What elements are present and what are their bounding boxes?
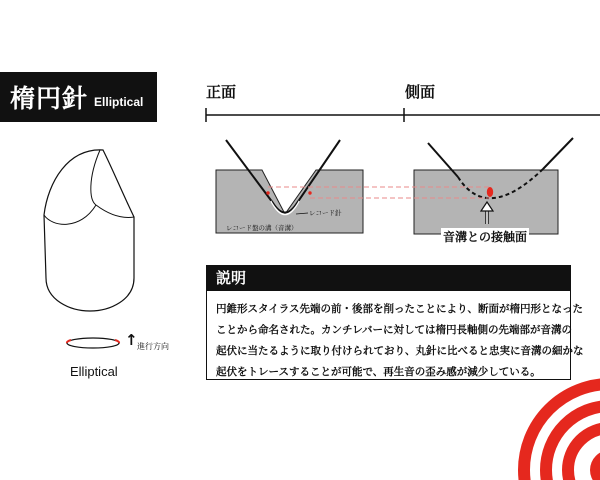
explanation-heading: 説明 bbox=[216, 269, 247, 287]
page-subtitle: Elliptical bbox=[94, 95, 144, 109]
page-title: 楕円針 bbox=[10, 84, 89, 113]
front-view-heading: 正面 bbox=[206, 83, 237, 101]
needle-label: レコード針 bbox=[309, 209, 342, 217]
contact-surface-label: 音溝との接触面 bbox=[443, 230, 528, 244]
explanation-box bbox=[206, 290, 584, 380]
view-ruler bbox=[206, 108, 600, 122]
direction-arrow-icon: ↑ bbox=[125, 331, 138, 349]
decorative-record-arcs bbox=[524, 384, 600, 480]
elliptical-section bbox=[67, 338, 119, 348]
side-contact-point bbox=[487, 187, 493, 197]
record-groove-label: レコード盤の溝（音溝） bbox=[226, 224, 298, 232]
direction-label: 進行方向 bbox=[137, 342, 169, 351]
stylus-body bbox=[44, 150, 134, 311]
explanation-line: ことから命名された。カンチレバーに対しては楕円長軸側の先端部が音溝の bbox=[216, 324, 573, 336]
explanation-line: 起伏をトレースすることが可能で、再生音の歪み感が減少している。 bbox=[216, 366, 541, 378]
explanation-line: 起伏に当たるように取り付けられており、丸針に比べると忠実に音溝の細かな bbox=[216, 345, 584, 357]
explanation-header bbox=[206, 265, 571, 290]
side-view-heading: 側面 bbox=[405, 83, 436, 101]
stylus-type-label: Elliptical bbox=[70, 364, 118, 379]
explanation-line: 円錐形スタイラス先端の前・後部を削ったことにより、断面が楕円形となった bbox=[216, 303, 583, 315]
side-groove bbox=[414, 170, 558, 234]
